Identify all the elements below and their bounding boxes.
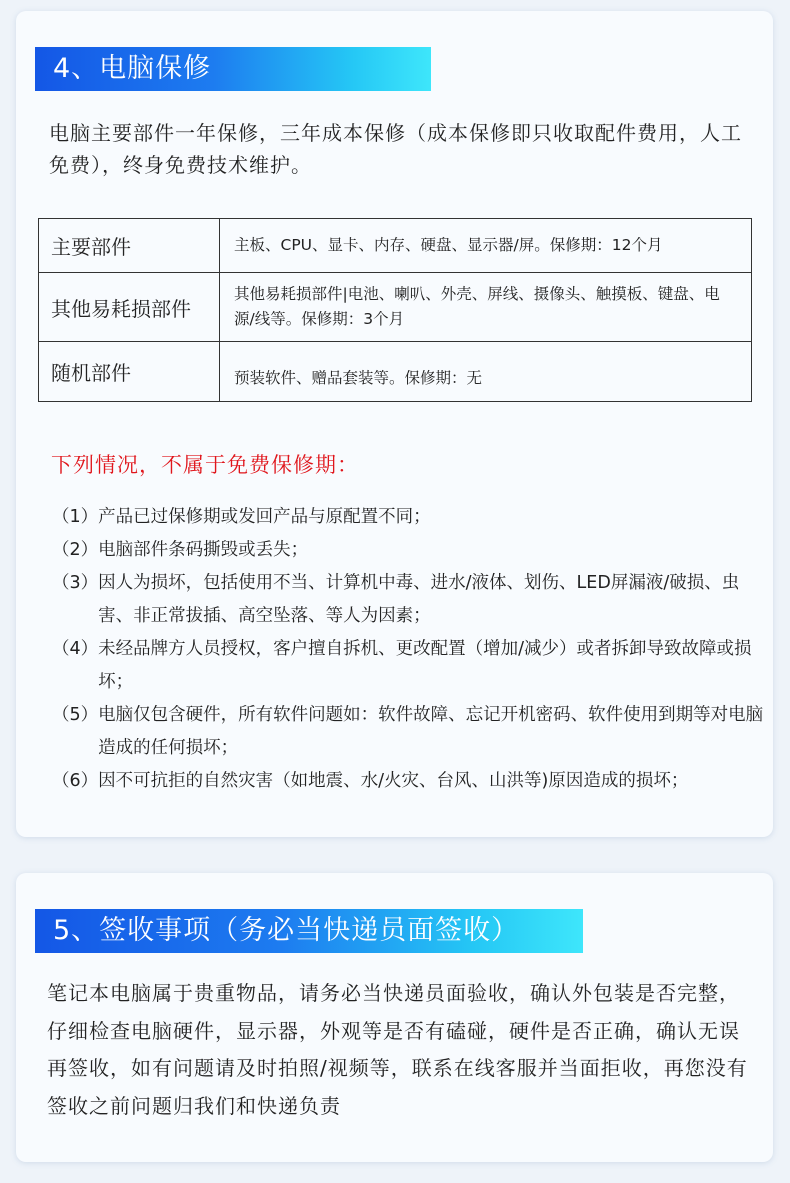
list-item-text: 产品已过保修期或发回产品与原配置不同； <box>98 507 431 527</box>
list-item-text: 电脑仅包含硬件，所有软件问题如：软件故障、忘记开机密码、软件使用到期等对电脑造成的任何损坏； <box>98 705 764 758</box>
table-row <box>39 342 752 402</box>
part-name: 其他易耗损部件 <box>39 273 220 342</box>
list-item <box>52 699 764 765</box>
signing-text: 笔记本电脑属于贵重物品，请务必当快递员面验收，确认外包装是否完整，仔细检查电脑硬件，显示器，外观等是否有磕碰，硬件是否正确，确认无误再签收，如有问题请及时拍照/视频等，联系在线客服并当面拒收，再您没有签收之前问题归我们和快递负责 <box>47 981 748 1118</box>
part-name: 随机部件 <box>39 342 220 402</box>
warranty-parts-table <box>38 218 752 402</box>
part-name: 主要部件 <box>39 219 220 273</box>
list-item-number: （6） <box>52 771 99 791</box>
table-row <box>39 273 752 342</box>
signing-section-title: 5、签收事项（务必当快递员面签收） <box>35 909 583 953</box>
list-item-number: （4） <box>52 639 99 659</box>
list-item <box>52 765 764 798</box>
list-item-number: （5） <box>52 705 99 725</box>
list-item <box>52 534 764 567</box>
signing-section <box>16 873 773 1162</box>
list-item-number: （3） <box>52 573 99 593</box>
list-item <box>52 567 764 633</box>
warranty-intro: 电脑主要部件一年保修，三年成本保修（成本保修即只收取配件费用，人工免费），终身免费技术维护。 <box>49 121 742 177</box>
table-row <box>39 219 752 273</box>
list-item-number: （2） <box>52 540 99 560</box>
list-item-number: （1） <box>52 507 99 527</box>
list-item-text: 未经品牌方人员授权，客户擅自拆机、更改配置（增加/减少）或者拆卸导致故障或损坏； <box>98 639 752 692</box>
warranty-section-title: 4、电脑保修 <box>35 47 431 91</box>
list-item-text: 因不可抗拒的自然灾害（如地震、水/火灾、台风、山洪等)原因造成的损坏； <box>98 771 689 791</box>
exclusion-list <box>52 501 764 798</box>
part-detail: 其他易耗损部件|电池、喇叭、外壳、屏线、摄像头、触摸板、键盘、电源/线等。保修期：3个月 <box>220 273 752 342</box>
list-item <box>52 501 764 534</box>
list-item-text: 因人为损坏，包括使用不当、计算机中毒、进水/液体、划伤、LED屏漏液/破损、虫害、非正常拔插、高空坠落、等人为因素； <box>98 573 740 626</box>
list-item-text: 电脑部件条码撕毁或丢失； <box>98 540 309 560</box>
list-item <box>52 633 764 699</box>
exclusion-title: 下列情况，不属于免费保修期： <box>51 453 359 477</box>
warranty-section <box>16 11 773 837</box>
part-detail: 预装软件、赠品套装等。保修期：无 <box>220 342 752 402</box>
part-detail: 主板、CPU、显卡、内存、硬盘、显示器/屏。保修期：12个月 <box>220 219 752 273</box>
